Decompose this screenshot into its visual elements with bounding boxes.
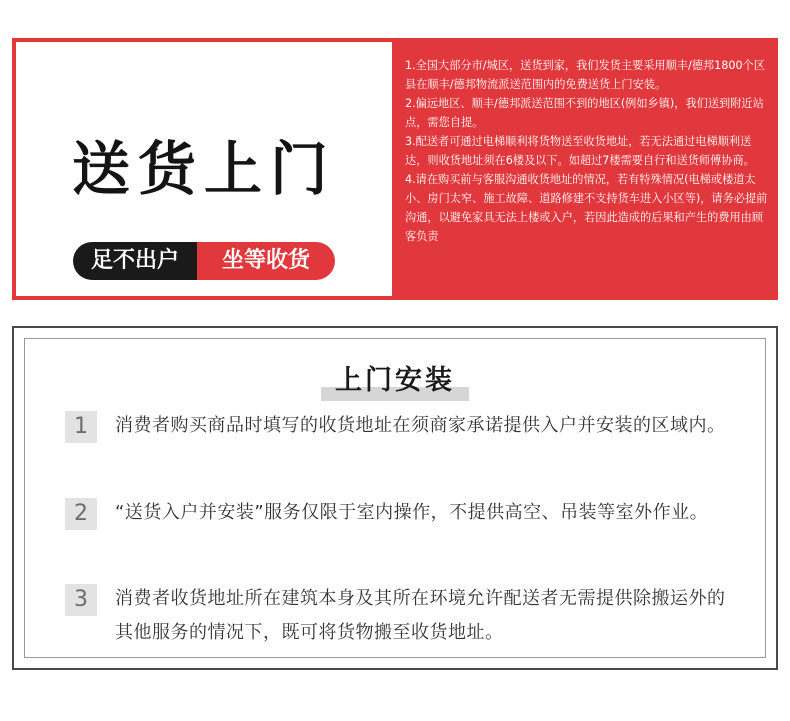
slogan-left: 足不出户 [73,242,197,280]
slogan-pill [73,242,335,280]
item-text: 消费者购买商品时填写的收货地址在须商家承诺提供入户并安装的区域内。 [115,415,726,436]
delivery-note: 2.偏远地区、顺丰/德邦派送范围不到的地区(例如乡镇)，我们送到附近站点，需您自提。 [405,97,764,129]
delivery-note: 1.全国大部分市/城区，送货到家，我们发货主要采用顺丰/德邦1800个区县在顺丰/德邦物流派送范围内的免费送货上门安装。 [405,59,765,91]
delivery-note: 4.请在购买前与客服沟通收货地址的情况，若有特殊情况(电梯或楼道太小、房门太窄、施工故障、道路修建不支持货车进入小区等)，请务必提前沟通，以避免家具无法上楼或入户，若因此造成的后果和产生的费用由顾客负责 [405,173,768,243]
item-number: 3 [65,584,97,616]
delivery-note: 3.配送者可通过电梯顺利将货物送至收货地址，若无法通过电梯顺利送达，则收货地址须在6楼及以下。如超过7楼需要自行和送货师傅协商。 [405,135,755,167]
item-text: “送货入户并安装”服务仅限于室内操作，不提供高空、吊装等室外作业。 [115,502,709,523]
install-card [12,326,778,670]
banner-title: 送货上门 [71,135,336,203]
slogan-right: 坐等收货 [197,242,335,280]
delivery-notes [405,56,769,246]
item-number: 2 [65,498,97,530]
item-number: 1 [65,411,97,443]
banner-title-panel [16,42,392,296]
install-title-wrap [321,361,469,403]
item-text: 消费者收货地址所在建筑本身及其所在环境允许配送者无需提供除搬运外的其他服务的情况下，既可将货物搬至收货地址。 [115,588,726,643]
install-card-inner [24,338,766,658]
install-title: 上门安装 [335,365,455,396]
delivery-banner [12,38,778,300]
